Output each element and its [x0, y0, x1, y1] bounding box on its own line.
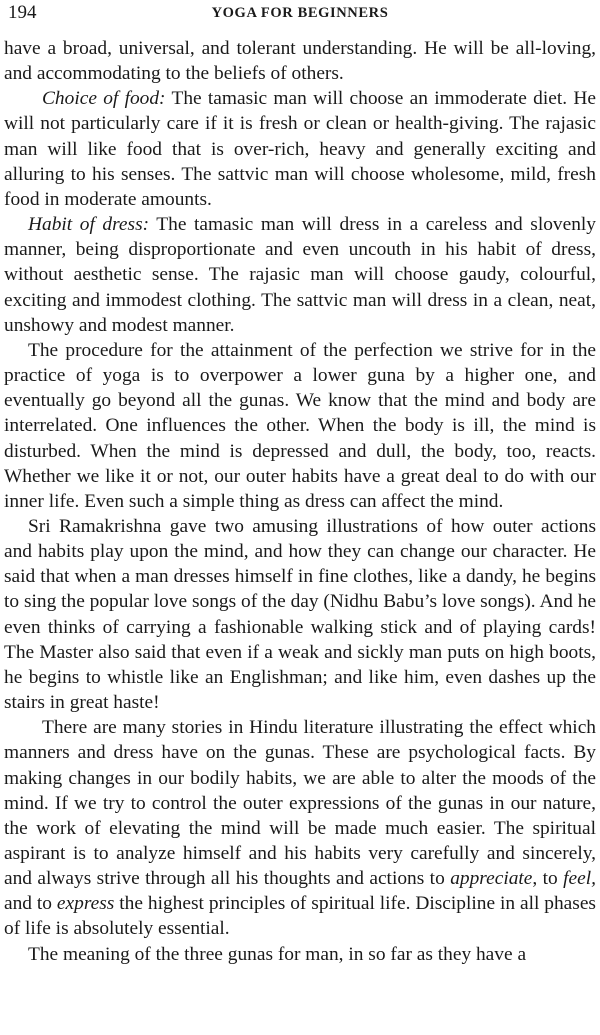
paragraph-text: There are many stories in Hindu literature illustrating the effect which manners and dress have on the gunas. These are psychological facts. By making changes in our bodily habits, we are able to alter the moods of the mind. If we try to control the outer expressions of the gunas in our nature, the work of elevating the mind will be made much easier. The spiritual aspirant is to analyze himself and his habits very carefully and sincerely, and always strive through all his thoughts and actions to: [4, 717, 596, 890]
paragraph-text: and to: [4, 893, 57, 915]
paragraph-text: Sri Ramakrishna gave two amusing illustrations of how outer actions and habits play upon the mind, and how they can change our character. He said that when a man dresses himself in fine clothes, like a dandy, he begins to sing the popular love songs of the day (Nidhu Babu’s love songs). And he even thinks of carrying a fashionable walking stick and of playing cards! The Master also said that even if a weak and sickly man puts on high boots, he begins to whistle like an Englishman; and like him, even dashes up the stairs in great haste!: [4, 515, 596, 714]
emphasis-feel: feel,: [563, 868, 596, 890]
paragraph-procedure: [4, 338, 596, 514]
emphasis-express: express: [56, 893, 115, 915]
paragraph-habit-of-dress: [4, 212, 596, 338]
paragraph-text: The tamasic man will dress in a careless and slovenly manner, being disproportionate and even uncouth in his habit of dress, without aesthetic sense. The rajasic man will choose gaudy, colourful, exciting and immodest clothing. The sattvic man will dress in a clean, neat, unshowy and modest manner.: [4, 214, 596, 336]
paragraph-text: have a broad, universal, and tolerant understanding. He will be all-loving, and accommodating to the beliefs of others.: [4, 38, 596, 85]
paragraph-hindu-literature: [4, 715, 596, 941]
body-text: [4, 36, 596, 967]
paragraph-text: The procedure for the attainment of the perfection we strive for in the practice of yoga is to overpower a lower guna by a higher one, and eventually go beyond all the gunas. We know that the mind and body are interrelated. One influences the other. When the body is ill, the mind is disturbed. When the mind is depressed and dull, the body, too, reacts. Whether we like it or not, our outer habits have a great deal to do with our inner life. Even such a simple thing as dress can affect the mind.: [4, 339, 596, 512]
paragraph-text: The tamasic man will choose an immoderate diet. He will not particularly care if it is fresh or clean or health-giving. The rajasic man will like food that is over-rich, heavy and generally exciting and alluring to his senses. The sattvic man will choose wholesome, mild, fresh food in moderate amounts.: [4, 88, 596, 210]
emphasis-appreciate: appreciate: [450, 868, 533, 890]
paragraph-sri-ramakrishna: [4, 514, 596, 715]
paragraph-text: , to: [532, 868, 564, 890]
page-number: 194: [8, 2, 37, 23]
paragraph-text: The meaning of the three gunas for man, in so far as they have a: [28, 943, 527, 965]
paragraph-continuation: [4, 36, 596, 86]
paragraph-lead-habit-of-dress: Habit of dress:: [28, 214, 150, 236]
book-title: YOGA FOR BEGINNERS: [211, 5, 389, 21]
paragraph-choice-of-food: [4, 86, 596, 212]
running-head: [4, 0, 596, 30]
paragraph-three-gunas: [4, 942, 596, 967]
paragraph-text: the highest principles of spiritual life. Discipline in all phases of life is absolutely essential.: [4, 893, 596, 940]
paragraph-lead-choice-of-food: Choice of food:: [42, 88, 166, 110]
